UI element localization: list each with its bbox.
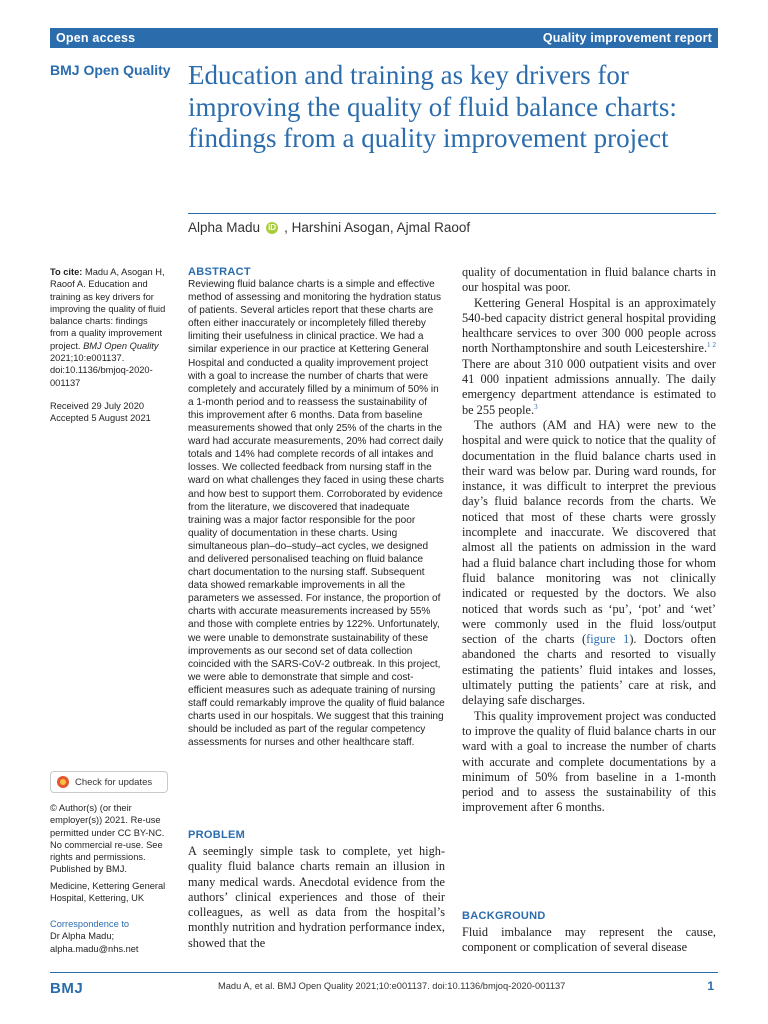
accepted-date: Accepted 5 August 2021 bbox=[50, 413, 151, 424]
paragraph-2-text-b: There are about 310 000 outpatient visits and over 41 000 inpatient admissions annually. The daily emergency department attendance is estimated to be 255 people. bbox=[462, 356, 716, 417]
abstract-heading: ABSTRACT bbox=[188, 266, 251, 278]
problem-section bbox=[188, 829, 445, 951]
reference-1-2[interactable]: 1 2 bbox=[707, 341, 716, 350]
author-first[interactable]: Alpha Madu bbox=[188, 220, 261, 235]
bmj-logo: BMJ bbox=[50, 980, 84, 997]
right-column-body bbox=[462, 265, 716, 816]
background-text: Fluid imbalance may represent the cause, component or complication of several disease bbox=[462, 925, 716, 955]
author-list bbox=[188, 220, 470, 235]
background-section bbox=[462, 910, 716, 956]
crossmark-icon bbox=[57, 776, 69, 788]
author-others[interactable]: , Harshini Asogan, Ajmal Raoof bbox=[284, 220, 471, 235]
correspondence-label: Correspondence to bbox=[50, 919, 130, 929]
title-divider bbox=[188, 213, 716, 214]
footer-citation: Madu A, et al. BMJ Open Quality 2021;10:e001137. doi:10.1136/bmjoq-2020-001137 bbox=[218, 981, 566, 991]
paragraph-1: quality of documentation in fluid balance charts in our hospital was poor. bbox=[462, 265, 716, 295]
paragraph-3-text-a: The authors (AM and HA) were new to the hospital and were quick to notice that the quality of documentation in the fluid balance charts used in their ward was below par. During ward rounds, for instance, it was difficult to interpret the previous day’s fluid balance records from the charts. We noticed that most of these charts were grossly incomplete and inaccurate. We discovered that almost all the patients on admission in the ward had a fluid balance chart including those for whom fluid balance monitoring was not clinically indicated or requested by the doctors. We also noticed that words such as ‘pu’, ‘pot’ and ‘wet’ were commonly used in the fluid loss/output section of the charts ( bbox=[462, 417, 716, 647]
paragraph-2 bbox=[462, 296, 716, 418]
problem-heading: PROBLEM bbox=[188, 829, 246, 841]
cite-text: Madu A, Asogan H, Raoof A. Education and training as key drivers for improving the quality of fluid balance charts: findings from a quality improvement project. bbox=[50, 267, 166, 351]
footer-divider bbox=[50, 972, 718, 973]
cite-journal: BMJ Open Quality bbox=[83, 340, 159, 351]
open-access-label: Open access bbox=[56, 31, 136, 45]
cite-label: To cite: bbox=[50, 267, 83, 277]
paragraph-3-text-b: ). Doctors often abandoned the charts and resorted to visually estimating the patients’ fluid intakes and losses, ultimately putting the patients’ care at risk, and delaying safe discharges. bbox=[462, 632, 716, 708]
check-for-updates-button[interactable] bbox=[50, 771, 168, 793]
journal-name: BMJ Open Quality bbox=[50, 62, 171, 78]
check-for-updates-label: Check for updates bbox=[75, 776, 153, 788]
cite-tail: 2021;10:e001137. doi:10.1136/bmjoq-2020-001137 bbox=[50, 353, 153, 388]
paragraph-3 bbox=[462, 418, 716, 709]
paragraph-4: This quality improvement project was conducted to improve the quality of fluid balance charts in our ward with a goal to increase the number of charts with accurate and complete documentations by a minimum of 50% from baseline in a 1-month period and to assess the sustainability of this improvement after 6 months. bbox=[462, 708, 716, 815]
background-heading: BACKGROUND bbox=[462, 910, 546, 922]
abstract-text: Reviewing fluid balance charts is a simple and effective method of assessing and monitoring the hydration status of patients. Several articles report that these charts are often either inaccurately or incompletely filled thereby limiting their usefulness in clinical practice. We had a similar experience in our practice at Kettering General Hospital and conducted a quality improvement project with a goal to increase the number of charts that were completely and accurately filled by a minimum of 50% in a 1-month period and to reassess the sustainability of this improvement after 6 months. Data from baseline measurements showed that only 25% of the charts in the ward had accurate measurements, 20% had correct daily totals and 14% had complete records of all intakes and losses. We collected feedback from nursing staff in the ward on what challenges they faced in using these charts and how best to support them. Corroborated by evidence from the literature, we discovered that inadequate training was a major factor responsible for the poor quality of documentation in these charts. Using simultaneous plan–do–study–act cycles, we designed and delivered personalised teaching on fluid balance chart documentation to the nursing staff. Subsequent data showed remarkable improvements in all the parameters we assessed. For instance, the proportion of charts with accurate measurements increased by 55% and those with complete entries by 122%. Unfortunately, we were unable to demonstrate sustainability of these improvements as our second set of data collection coincided with the SARS-CoV-2 outbreak. In this project, we were able to demonstrate that simple and cost-efficient measures such as adequate training of nursing staff could remarkably improve the quality of fluid balance charts used in our hospitals. We suggest that this training should be included as part of the regular competency assessments for nurses and other healthcare staff. bbox=[188, 279, 445, 749]
copyright-block: © Author(s) (or their employer(s)) 2021. Re-use permitted under CC BY-NC. No commercial re-use. See rights and permissions. Published by BMJ. bbox=[50, 803, 165, 875]
problem-text: A seemingly simple task to complete, yet high-quality fluid balance charts remain an illusion in many medical wards. Anecdotal evidence from the authors’ clinical experiences and those of their colleagues, as well as data from the hospital’s monthly nutrition and hydration performance index, showed that the bbox=[188, 844, 445, 950]
page-number: 1 bbox=[707, 979, 714, 993]
figure-1-link[interactable]: figure 1 bbox=[586, 632, 630, 647]
top-banner bbox=[50, 28, 718, 48]
orcid-icon[interactable]: iD bbox=[268, 222, 277, 232]
affiliation: Medicine, Kettering General Hospital, Kettering, UK bbox=[50, 881, 166, 904]
abstract-section bbox=[188, 266, 445, 749]
article-type-label: Quality improvement report bbox=[542, 31, 712, 45]
correspondence-name: Dr Alpha Madu; bbox=[50, 931, 115, 942]
received-date: Received 29 July 2020 bbox=[50, 401, 145, 411]
citation-block bbox=[50, 266, 168, 389]
correspondence-block bbox=[50, 918, 168, 955]
article-title: Education and training as key drivers for improving the quality of fluid balance charts: findings from a quality improvement project bbox=[188, 60, 677, 153]
dates-block bbox=[50, 400, 168, 425]
paragraph-2-text-a: Kettering General Hospital is an approximately 540-bed capacity district general hospital providing healthcare services to over 300 000 people across north Northamptonshire and south Leicestershire. bbox=[462, 295, 716, 356]
reference-3[interactable]: 3 bbox=[534, 402, 538, 411]
correspondence-email[interactable]: alpha.madu@nhs.net bbox=[50, 943, 139, 954]
